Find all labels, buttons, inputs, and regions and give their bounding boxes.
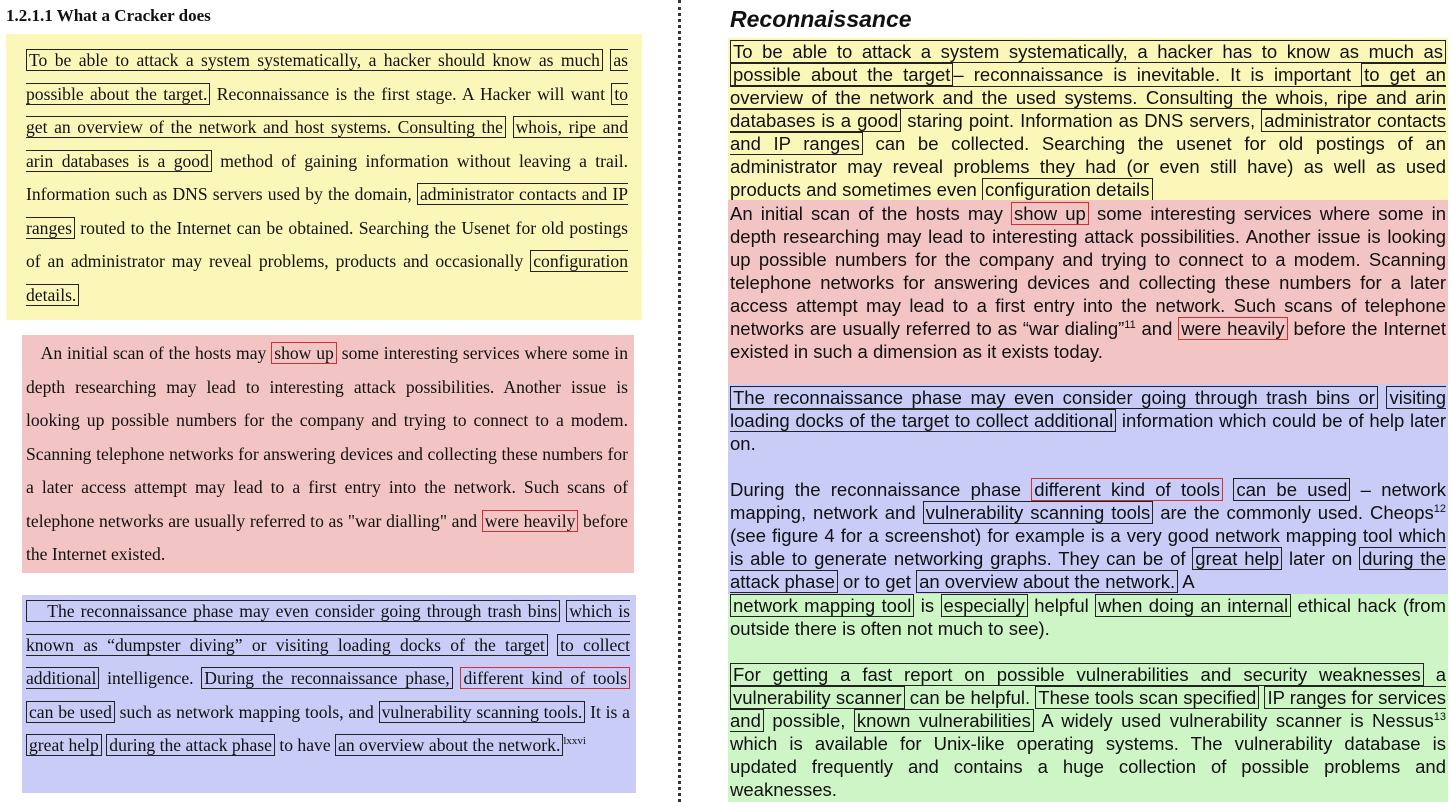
highlight-box: great help (1192, 547, 1282, 570)
highlight-box: known vulnerabilities (854, 709, 1034, 732)
text-run: such as network mapping tools, and (114, 701, 379, 722)
left-paragraph-3 (26, 595, 630, 763)
text-run: A widely used vulnerability scanner is Nessus (1033, 710, 1434, 731)
text-run: some interesting services where some in depth researching may lead to interesting attack possibilities. Another issue is looking up possible numbers for the company and trying to connect to a modem. Scanning telephone networks for answering devices and collecting these numbers for a later access attempt may lead to a first entry into the network. Such scans of telephone networks are usually referred to as “war dialing” (730, 203, 1447, 339)
highlight-box: administrator contacts and IP ranges (730, 110, 1446, 154)
text-run: A (1178, 571, 1195, 592)
text-run: information which could be of help later on. (730, 410, 1446, 454)
highlight-box: to get an overview of the network and the used systems. Consulting the whois, ripe and arin databases is a good (730, 64, 1446, 131)
text-run (548, 635, 557, 655)
paragraph-gap (730, 640, 1446, 663)
highlight-box-red: different kind of tools (460, 667, 630, 689)
right-paragraph-blue-2 (730, 478, 1446, 593)
highlight-box: During the reconnaissance phase, (201, 667, 452, 689)
highlight-box: network mapping tool (730, 594, 914, 617)
right-section-heading: Reconnaissance (730, 6, 912, 32)
text-run (506, 117, 513, 137)
text-run: During the reconnaissance phase (730, 479, 1032, 500)
paragraph-gap (730, 455, 1446, 478)
text-run: An initial scan of the hosts may (26, 343, 272, 363)
text-run: Reconnaissance is the first stage. A Hacker will want (210, 83, 612, 104)
left-red-block (22, 335, 634, 573)
highlight-box: can be used (26, 701, 115, 723)
right-red-block (728, 200, 1448, 384)
text-run: which is available for Unix-like operating systems. The vulnerability database is updated frequently and contains a huge collection of possible problems and weaknesses. (730, 733, 1446, 800)
highlight-box: to get an overview of the network and host systems. Consulting the (26, 83, 628, 137)
highlight-box: configuration details. (26, 251, 628, 305)
right-paragraph-green-2 (730, 663, 1446, 801)
left-paragraph-2 (26, 337, 628, 572)
highlight-box-red: were heavily (1178, 317, 1287, 340)
left-paragraph-1 (26, 44, 628, 312)
text-run: before the Internet existed in such a dimension as it exists today. (730, 318, 1446, 362)
right-paragraph-green-1 (730, 594, 1446, 640)
footnote-marker: lxxvi (563, 735, 586, 748)
text-run: An initial scan of the hosts may (730, 203, 1011, 224)
text-run: later on (1282, 548, 1360, 569)
highlight-box: vulnerability scanner (730, 686, 905, 709)
highlight-box: great help (26, 734, 102, 756)
text-run: (see figure 4 for a screenshot) for example is a very good network mapping tool which is able to generate networking graphs. They can be of (730, 525, 1446, 569)
right-green-block (728, 594, 1448, 802)
text-run: method of gaining information without leaving a trail. Information such as DNS servers used by the domain, (26, 150, 629, 204)
text-run: helpful (1027, 595, 1096, 616)
highlight-box: when doing an internal (1095, 594, 1291, 617)
text-run: – reconnaissance is inevitable. It is important (953, 64, 1362, 85)
text-run: is (914, 595, 941, 616)
right-paragraph-blue-1 (730, 386, 1446, 455)
highlight-box: possible about the target (730, 63, 953, 86)
text-run: or to get (837, 571, 917, 592)
highlight-box: an overview about the network. (335, 734, 563, 756)
highlight-box: especially (941, 594, 1028, 617)
left-yellow-block (6, 34, 642, 320)
text-run (1223, 479, 1233, 500)
left-section-heading: 1.2.1.1 What a Cracker does (6, 6, 211, 25)
text-run: It is a (585, 701, 630, 722)
highlight-box: vulnerability scanning tools. (379, 701, 586, 723)
right-blue-block (728, 384, 1448, 594)
text-run: can be collected. Searching the usenet for old postings of an administrator may reveal problems they had (or even still have) as well as used products and sometimes even (730, 133, 1446, 200)
text-run: are the commonly used. Cheops (1153, 502, 1434, 523)
text-run: and (1135, 318, 1179, 339)
highlight-box: The reconnaissance phase may even consider going through trash bins (26, 600, 560, 622)
text-run: before the Internet existed. (26, 510, 628, 564)
highlight-box: The reconnaissance phase may even consider going through trash bins or (730, 386, 1378, 409)
highlight-box: IP ranges for services and (730, 687, 1447, 731)
highlight-box: can be used (1233, 478, 1350, 501)
text-run: – network mapping, network and (730, 479, 1446, 523)
text-run: routed to the Internet can be obtained. Searching the Usenet for old postings of an administrator may reveal problems, products and occasionally (26, 217, 628, 271)
footnote-number: 12 (1433, 502, 1446, 515)
right-paragraph-red (730, 202, 1446, 363)
text-run: possible, (763, 710, 854, 731)
text-run: staring point. Information as DNS servers, (901, 110, 1262, 131)
left-blue-block (22, 595, 636, 793)
footnote-number: 13 (1433, 710, 1446, 723)
highlight-box: during the attack phase (730, 548, 1446, 592)
highlight-box: an overview about the network. (916, 570, 1178, 593)
footnote-number: 11 (1124, 318, 1136, 331)
highlight-box: vulnerability scanning tools (923, 501, 1154, 524)
highlight-box-red: show up (1011, 202, 1089, 225)
highlight-box-red: were heavily (482, 510, 579, 532)
text-run: intelligence. (99, 668, 202, 688)
column-divider (678, 0, 681, 802)
text-run: some interesting services where some in depth researching may lead to interesting attack possibilities. Another issue is looking up possible numbers for the company and trying to connect to a modem. Scanning telephone networks for answering devices and collecting these numbers for a later access attempt may lead to a first entry into the network. Such scans of telephone networks are usually referred to as "war dialling" and (26, 343, 628, 531)
highlight-box: which is known as “dumpster diving” or visiting loading docks of the target (26, 601, 630, 655)
highlight-box: administrator contacts and IP ranges (26, 184, 628, 238)
highlight-box: To be able to attack a system systematically, a hacker should know as much (26, 49, 603, 71)
highlight-box: To be able to attack a system systematically, a hacker has to know as much as (730, 40, 1446, 63)
highlight-box-red: show up (271, 342, 337, 364)
text-run: a (1423, 664, 1446, 685)
highlight-box: For getting a fast report on possible vulnerabilities and security weaknesses (730, 663, 1424, 686)
highlight-box: visiting loading docks of the target to collect additional (730, 387, 1447, 431)
left-paragraph-3-text (26, 600, 630, 756)
right-yellow-block (728, 38, 1448, 200)
highlight-box: configuration details (982, 178, 1153, 201)
highlight-box: whois, ripe and arin databases is a good (26, 117, 628, 171)
highlight-box: as possible about the target. (26, 50, 628, 104)
text-run: can be helpful. (904, 687, 1036, 708)
highlight-box: during the attack phase (106, 734, 275, 756)
highlight-box: to collect additional (26, 634, 630, 688)
highlight-box-red: different kind of tools (1031, 478, 1223, 501)
highlight-box: These tools scan specified (1035, 686, 1259, 709)
right-paragraph-yellow (730, 40, 1446, 201)
text-run: ethical hack (from outside there is often not much to see). (730, 595, 1446, 639)
text-run: to have (274, 735, 336, 755)
